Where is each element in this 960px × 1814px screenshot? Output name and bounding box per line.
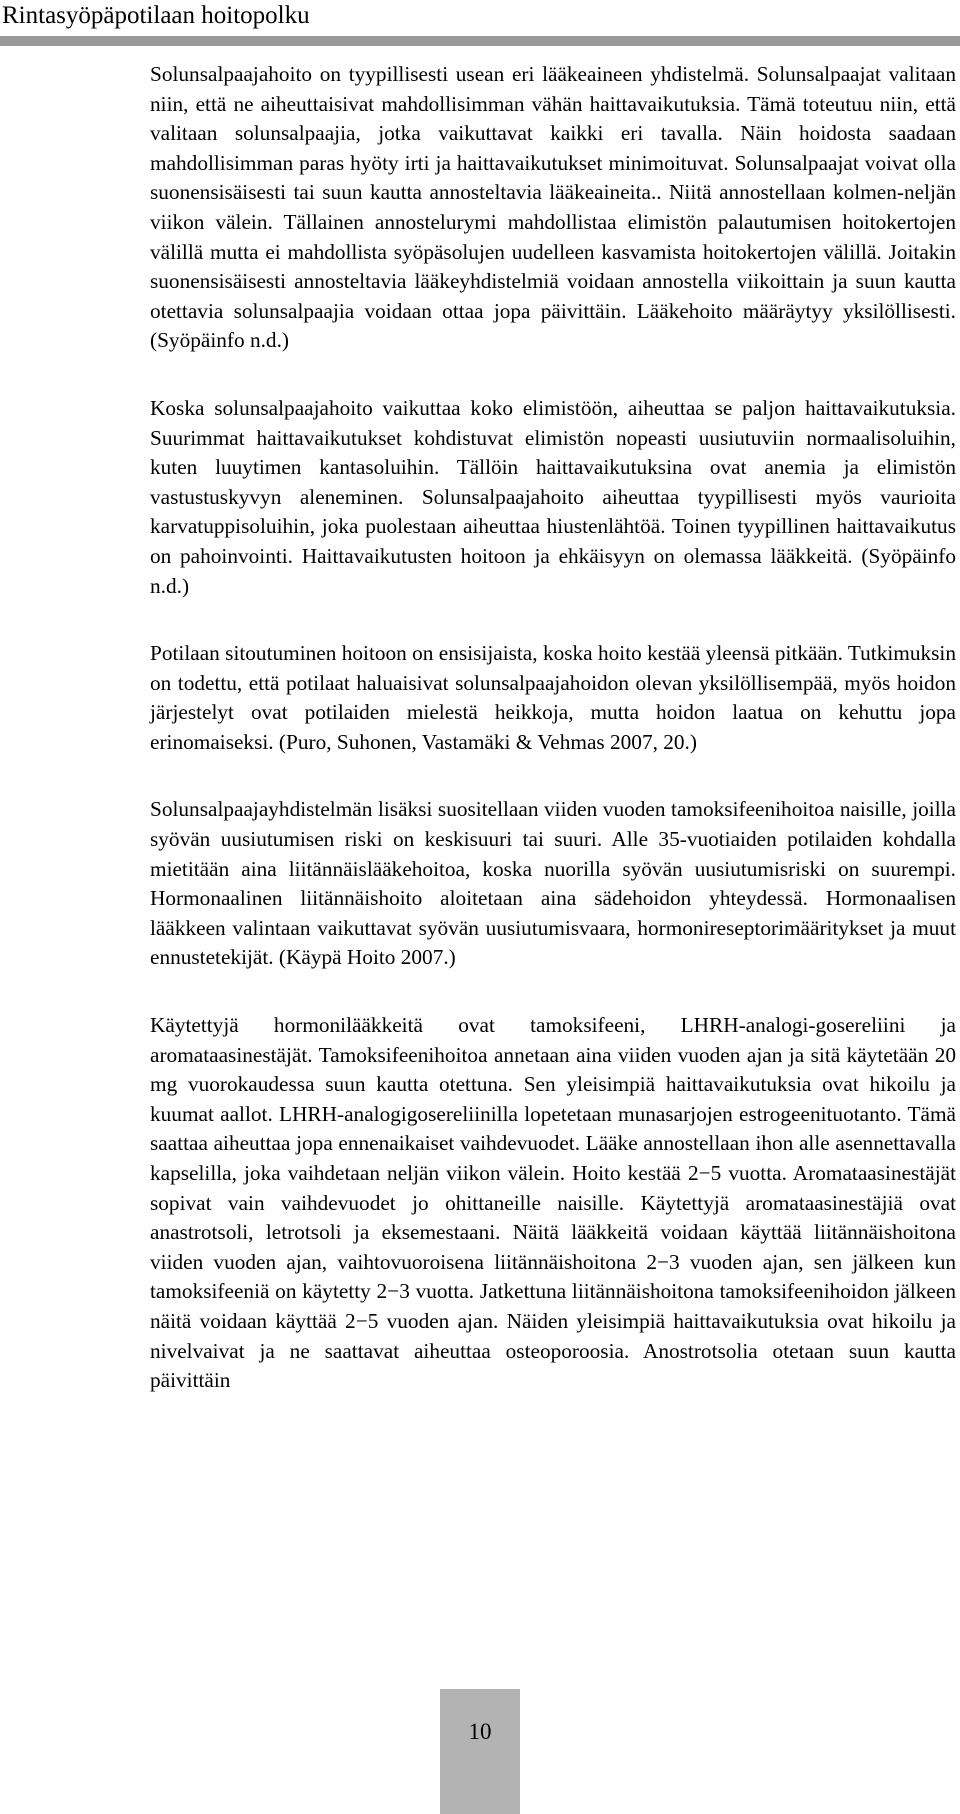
page-number-box [440, 1689, 520, 1814]
paragraph-hormone-drugs: Käytettyjä hormonilääkkeitä ovat tamoksifeeni, LHRH-analogi-gosereliini ja aromataasinestäjät. Tamoksifeenihoitoa annetaan aina viiden vuoden ajan ja sitä käytetään 20 mg vuorokaudessa suun kautta otettuna. Sen yleisimpiä haittavaikutuksia ovat hikoilu ja kuumat aallot. LHRH-analogigosereliinilla lopetetaan munasarjojen estrogeenituotanto. Tämä saattaa aiheuttaa jopa ennenaikaiset vaihdevuodet. Lääke annostellaan ihon alle asennettavalla kapselilla, joka vaihdetaan neljän viikon välein. Hoito kestää 2−5 vuotta. Aromataasinestäjät sopivat vain vaihdevuodet jo ohittaneille naisille. Käytettyjä aromataasinestäjiä ovat anastrotsoli, letrotsoli ja eksemestaani. Näitä lääkkeitä voidaan käyttää liitännäishoitona viiden vuoden ajan, vaihtovuoroisena liitännäishoitona 2−3 vuoden ajan, sen jälkeen kun tamoksifeeniä on käytetty 2−3 vuotta. Jatkettuna liitännäishoitona tamoksifeenihoidon jälkeen näitä voidaan käyttää 2−5 vuoden ajan. Näiden yleisimpiä haittavaikutuksia ovat hikoilu ja nivelvaivat ja ne saattavat aiheuttaa osteoporoosia. Anostrotsolia otetaan suun kautta päivittäin [150, 1013, 956, 1393]
document-body [150, 60, 956, 1396]
paragraph-side-effects: Koska solunsalpaajahoito vaikuttaa koko elimistöön, aiheuttaa se paljon haittavaikutuksia. Suurimmat haittavaikutukset kohdistuvat elimistön nopeasti uusiutuviin normaalisoluihin, kuten luuytimen kantasoluihin. Tällöin haittavaikutuksina ovat anemia ja elimistön vastustuskyvyn aleneminen. Solunsalpaajahoito aiheuttaa tyypillisesti myös vaurioita karvatuppisoluihin, joka puolestaan aiheuttaa hiustenlähtöä. Toinen tyypillinen haittavaikutus on pahoinvointi. Haittavaikutusten hoitoon ja ehkäisyyn on olemassa lääkkeitä. (Syöpäinfo n.d.) [150, 395, 956, 598]
running-header [0, 0, 960, 46]
paragraph-chemotherapy: Solunsalpaajahoito on tyypillisesti usean eri lääkeaineen yhdistelmä. Solunsalpaajat valitaan niin, että ne aiheuttaisivat mahdollisimman vähän haittavaikutuksia. Tämä toteutuu niin, että valitaan solunsalpaajia, jotka vaikuttavat kaikki eri tavalla. Näin hoidosta saadaan mahdollisimman paras hyöty irti ja haittavaikutukset minimoituvat. Solunsalpaajat voivat olla suonensisäisesti tai suun kautta annosteltavia lääkeaineita.. Niitä annostellaan kolmen-neljän viikon välein. Tällainen annostelurymi mahdollistaa elimistön palautumisen hoitokertojen välillä mutta ei mahdollista syöpäsolujen uudelleen kasvamista hoitokertojen välillä. Joitakin suonensisäisesti annosteltavia lääkeyhdistelmiä voidaan annostella viikoittain ja suun kautta otettavia solunsalpaajia voidaan ottaa jopa päivittäin. Lääkehoito määräytyy yksilöllisesti. (Syöpäinfo n.d.) [150, 62, 956, 353]
paragraph-tamoxifen-recommendation: Solunsalpaajayhdistelmän lisäksi suositellaan viiden vuoden tamoksifeenihoitoa naisille, joilla syövän uusiutumisen riski on keskisuuri tai suuri. Alle 35-vuotiaiden potilaiden kohdalla mietitään aina liitännäislääkehoitoa, koska nuorilla syövän uusiutumisriski on suurempi. Hormonaalinen liitännäishoito aloitetaan aina sädehoidon yhteydessä. Hormonaalisen lääkkeen valintaan vaikuttavat syövän uusiutumisvaara, hormonireseptorimääritykset ja muut ennustetekijät. (Käypä Hoito 2007.) [150, 797, 956, 970]
running-header-title: Rintasyöpäpotilaan hoitopolku [2, 2, 310, 29]
page-number: 10 [468, 1719, 492, 1744]
paragraph-commitment: Potilaan sitoutuminen hoitoon on ensisijaista, koska hoito kestää yleensä pitkään. Tutkimuksin on todettu, että potilaat haluaisivat solunsalpaajahoidon olevan yksilöllisempää, myös hoidon järjestelyt ovat potilaiden mielestä heikkoja, mutta hoidon laatua on kehuttu jopa erinomaiseksi. (Puro, Suhonen, Vastamäki & Vehmas 2007, 20.) [150, 641, 956, 754]
